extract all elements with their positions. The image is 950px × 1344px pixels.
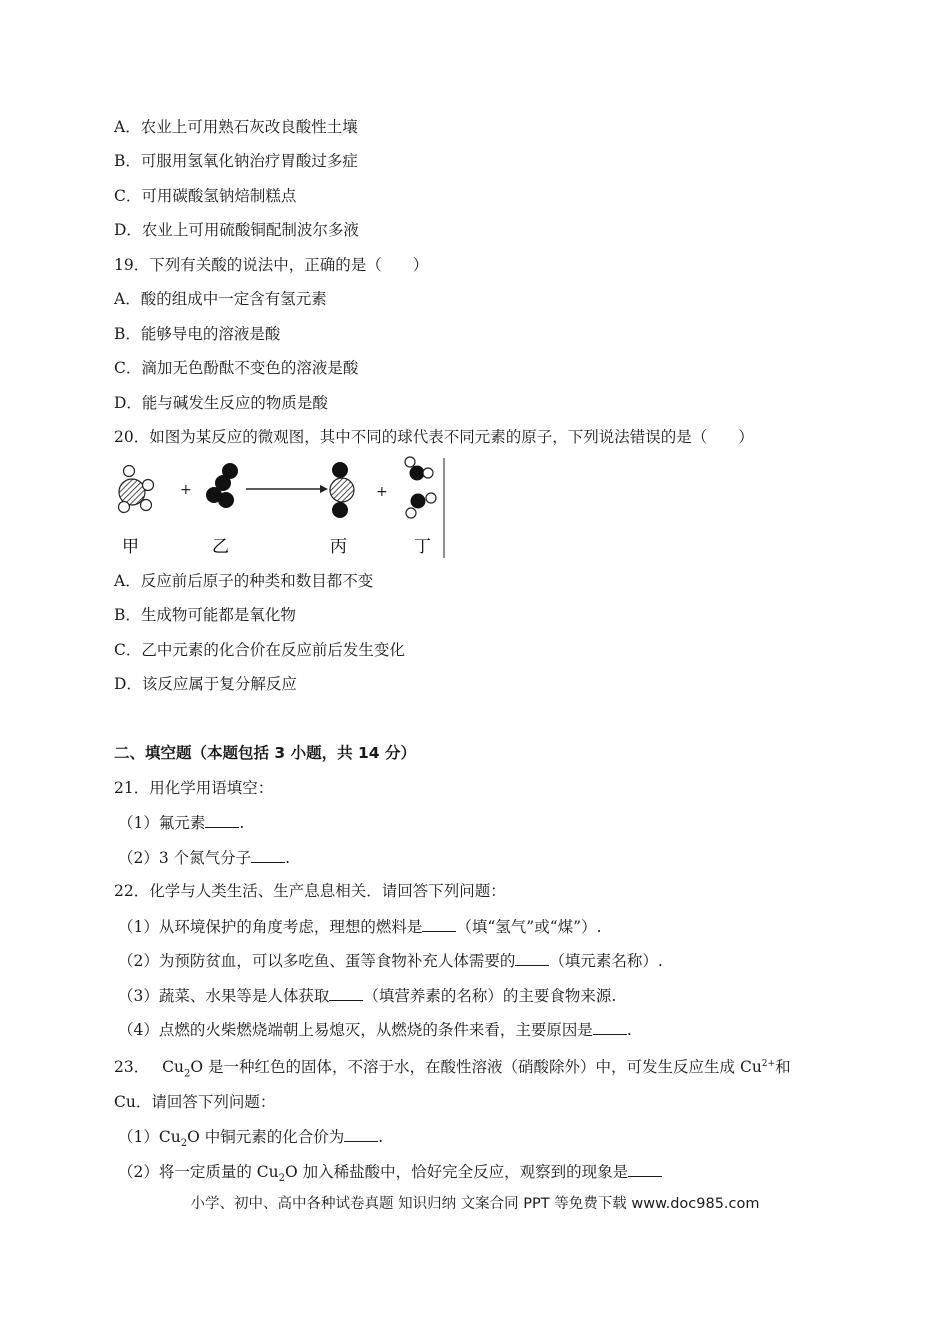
label-bing: 丙	[330, 537, 347, 557]
q22-part3	[118, 985, 616, 1006]
molecule-ding	[405, 457, 436, 518]
answer-blank[interactable]	[251, 847, 285, 863]
q19-option-c: C．滴加无色酚酞不变色的溶液是酸	[114, 359, 359, 377]
q22-part2-end: （填元素名称）.	[549, 952, 663, 970]
q22-part2	[118, 950, 663, 971]
q23-part2-text: （2）将一定质量的 Cu	[118, 1163, 279, 1181]
answer-blank[interactable]	[205, 812, 239, 828]
page-footer: 小学、初中、高中各种试卷真题 知识归纳 文案合同 PPT 等免费下载 www.doc985.com	[190, 1196, 760, 1212]
q20-option-d: D．该反应属于复分解反应	[114, 675, 297, 693]
answer-blank[interactable]	[344, 1126, 378, 1142]
molecule-yi	[206, 463, 238, 508]
q22-part1-text: （1）从环境保护的角度考虑，理想的燃料是	[118, 918, 423, 936]
q23-part1-mid: O 中铜元素的化合价为	[187, 1128, 345, 1146]
q23-ion-charge: 2+	[761, 1059, 776, 1069]
q19-option-a: A．酸的组成中一定含有氢元素	[114, 290, 327, 308]
q21-part2-end: .	[285, 849, 291, 867]
q23-part2-sub: 2	[278, 1173, 286, 1185]
answer-blank[interactable]	[593, 1019, 627, 1035]
q21-part2	[118, 847, 290, 868]
label-yi: 乙	[212, 537, 229, 557]
q22-part3-text: （3）蔬菜、水果等是人体获取	[118, 987, 330, 1005]
q21-part1-text: （1）氟元素	[118, 814, 206, 832]
answer-blank[interactable]	[422, 916, 456, 932]
q23-formula: Cu	[162, 1058, 185, 1077]
q23-formula-sub: 2	[184, 1068, 191, 1080]
answer-blank[interactable]	[628, 1161, 662, 1177]
label-ding: 丁	[414, 537, 431, 557]
q21-part1	[118, 812, 244, 833]
reaction-arrow	[246, 485, 328, 493]
q23-part1	[118, 1126, 383, 1154]
plus-sign-1: +	[180, 482, 192, 498]
q19-stem: 19．下列有关酸的说法中，正确的是（ ）	[114, 256, 429, 274]
q20-option-c: C．乙中元素的化合价在反应前后发生变化	[114, 641, 405, 659]
q23-number: 23．	[114, 1058, 150, 1077]
q20-option-a: A．反应前后原子的种类和数目都不变	[114, 572, 374, 590]
molecule-jia	[119, 466, 154, 513]
answer-blank[interactable]	[329, 985, 363, 1001]
label-jia: 甲	[122, 537, 139, 557]
q18-option-c: C．可用碳酸氢钠焙制糕点	[114, 187, 297, 205]
q19-option-d: D．能与碱发生反应的物质是酸	[114, 394, 328, 412]
q23-part2	[118, 1161, 662, 1189]
q19-option-b: B．能够导电的溶液是酸	[114, 325, 281, 343]
q21-part1-end: .	[239, 814, 245, 832]
q23-stem-line2: Cu．请回答下列问题：	[114, 1093, 276, 1111]
plus-sign-2: +	[376, 484, 388, 500]
q20-option-b: B．生成物可能都是氧化物	[114, 606, 296, 624]
q23-stem-end: 和	[775, 1058, 791, 1077]
q23-part1-end: .	[378, 1128, 384, 1146]
q23-part1-text: （1）Cu	[118, 1128, 181, 1146]
q20-stem: 20．如图为某反应的微观图，其中不同的球代表不同元素的原子，下列说法错误的是（ ）	[114, 428, 754, 446]
q23-stem-text: O 是一种红色的固体，不溶于水，在酸性溶液（硝酸除外）中，可发生反应生成 Cu	[190, 1058, 762, 1077]
q22-part4-text: （4）点燃的火柴燃烧端朝上易熄灭，从燃烧的条件来看，主要原因是	[118, 1021, 593, 1039]
q22-part2-text: （2）为预防贫血，可以多吃鱼、蛋等食物补充人体需要的	[118, 952, 516, 970]
q23-part2-mid: O 加入稀盐酸中，恰好完全反应，观察到的现象是	[285, 1163, 629, 1181]
q18-option-a: A．农业上可用熟石灰改良酸性土壤	[114, 118, 358, 136]
section2-heading: 二、填空题（本题包括 3 小题，共 14 分）	[114, 744, 416, 762]
q18-option-d: D．农业上可用硫酸铜配制波尔多液	[114, 221, 359, 239]
q21-stem: 21．用化学用语填空：	[114, 779, 274, 797]
q18-option-b: B．可服用氢氧化钠治疗胃酸过多症	[114, 152, 358, 170]
q22-part1	[118, 916, 602, 937]
q22-part3-end: （填营养素的名称）的主要食物来源.	[363, 987, 617, 1005]
q21-part2-text: （2）3 个氮气分子	[118, 849, 252, 867]
reaction-micro-diagram	[110, 456, 450, 560]
molecule-bing	[330, 462, 354, 518]
q22-part4	[118, 1019, 632, 1040]
answer-blank[interactable]	[515, 950, 549, 966]
q23-stem-line1	[114, 1054, 791, 1084]
q23-part1-sub: 2	[180, 1138, 188, 1150]
q22-stem: 22．化学与人类生活、生产息息相关．请回答下列问题：	[114, 882, 506, 900]
q22-part4-end: .	[626, 1021, 632, 1039]
q22-part1-end: （填“氢气”或“煤”）.	[456, 918, 602, 936]
